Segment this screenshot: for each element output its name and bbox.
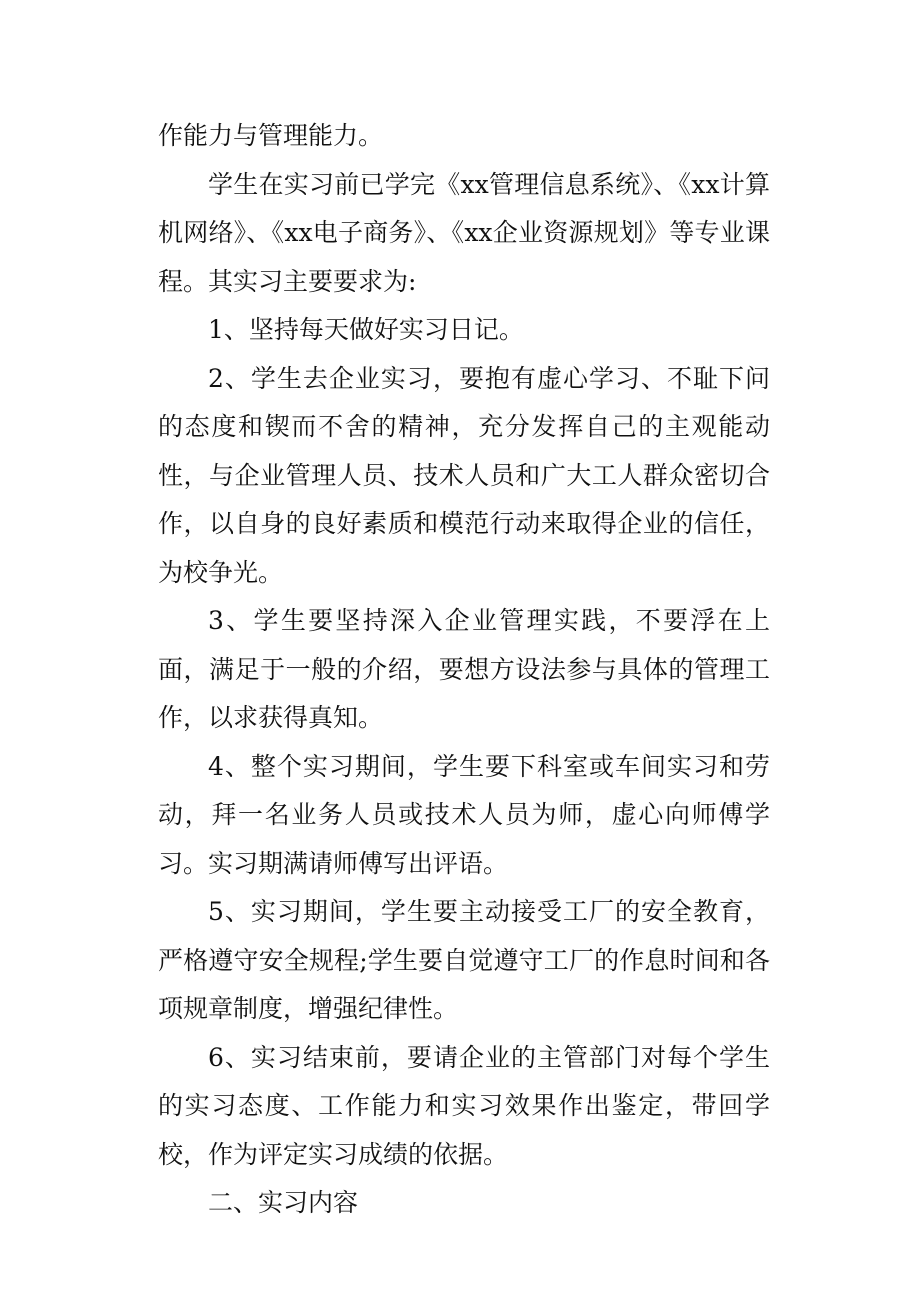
paragraph-courses: 学生在实习前已学完《xx管理信息系统》、《xx计算机网络》、《xx电子商务》、《xx企业资源规划》等专业课程。其实习主要要求为: [158, 169, 770, 296]
requirement-1: 1、坚持每天做好实习日记。 [208, 315, 524, 344]
requirement-6: 6、实习结束前，要请企业的主管部门对每个学生的实习态度、工作能力和实习效果作出鉴定，带回学校，作为评定实习成绩的依据。 [158, 1042, 770, 1169]
section-heading: 二、实习内容 [208, 1188, 359, 1217]
requirement-5: 5、实习期间，学生要主动接受工厂的安全教育，严格遵守安全规程;学生要自觉遵守工厂的作息时间和各项规章制度，增强纪律性。 [158, 897, 770, 1023]
requirement-3: 3、学生要坚持深入企业管理实践，不要浮在上面，满足于一般的介绍，要想方设法参与具体的管理工作，以求获得真知。 [158, 606, 770, 732]
requirement-4: 4、整个实习期间，学生要下科室或车间实习和劳动，拜一名业务人员或技术人员为师，虚心向师傅学习。实习期满请师傅写出评语。 [158, 751, 770, 878]
requirement-2: 2、学生去企业实习，要抱有虚心学习、不耻下问的态度和锲而不舍的精神，充分发挥自己的主观能动性，与企业管理人员、技术人员和广大工人群众密切合作，以自身的良好素质和模范行动来取得企业的信任，为校争光。 [158, 363, 770, 587]
paragraph-continuation: 作能力与管理能力。 [158, 121, 384, 150]
document-body [158, 112, 770, 1228]
